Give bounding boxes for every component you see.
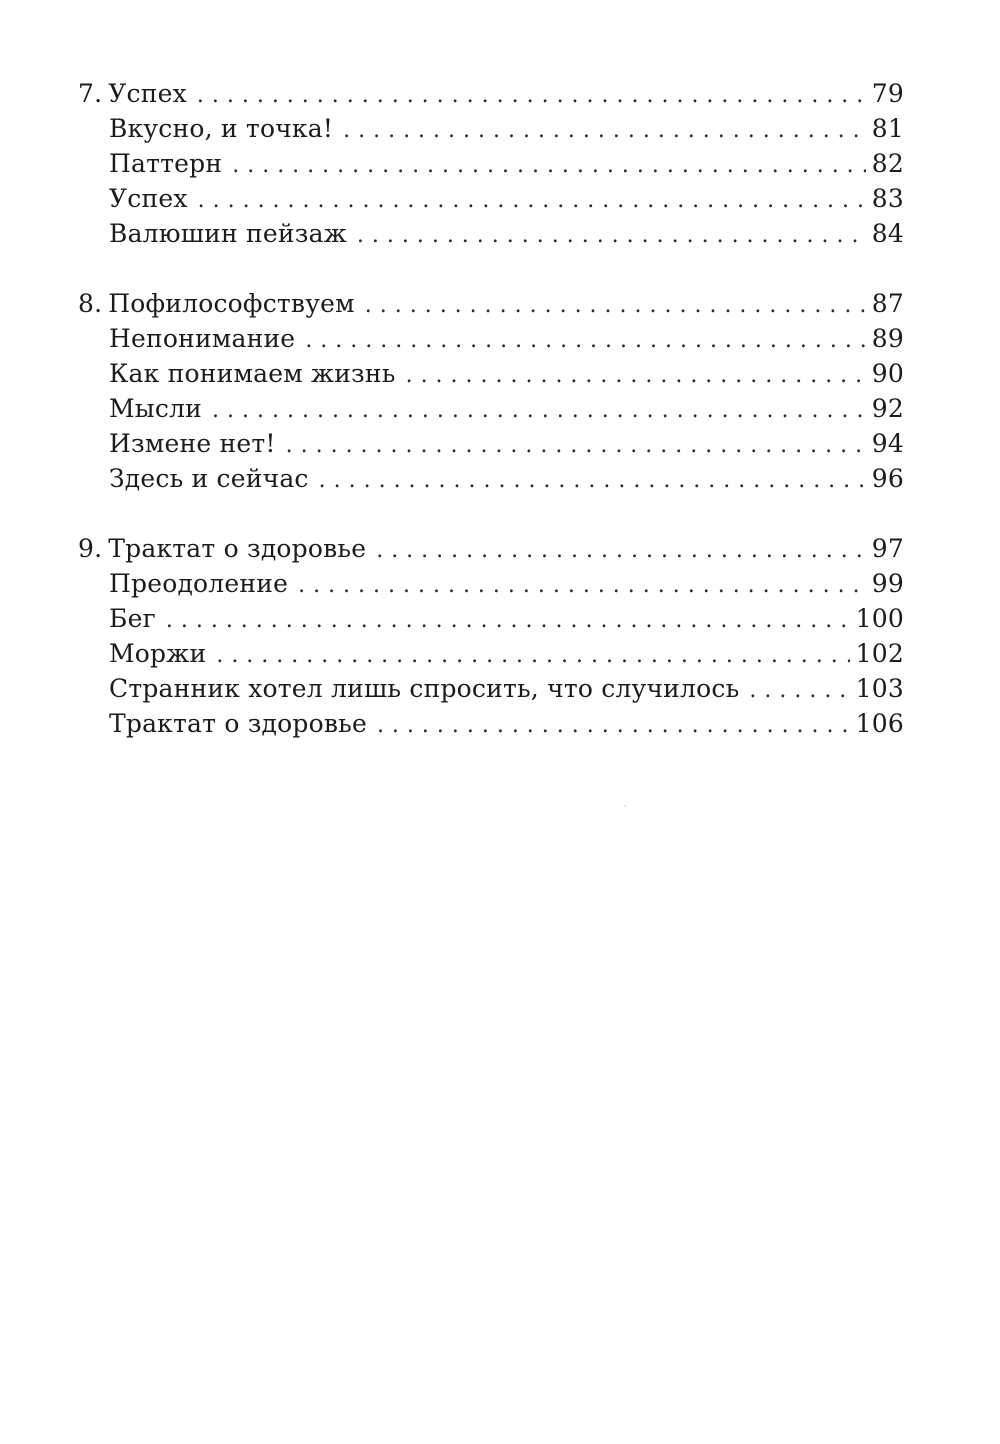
entry-title: Здесь и сейчас [109, 464, 309, 493]
page-number: 102 [855, 639, 904, 668]
dot-leader [377, 708, 850, 743]
page-number: 99 [871, 569, 904, 598]
dot-leader [319, 463, 866, 498]
toc-entry-row[interactable] [78, 321, 904, 356]
page-number: 83 [871, 184, 904, 213]
page-number: 84 [871, 219, 904, 248]
page-number: 89 [871, 324, 904, 353]
dot-leader [749, 673, 849, 708]
dot-leader [212, 393, 866, 428]
page-number: 100 [855, 604, 904, 633]
page-number: 81 [871, 114, 904, 143]
toc-entry-row[interactable] [78, 671, 904, 706]
toc-chapter-row[interactable] [78, 531, 904, 566]
page-number: 97 [871, 534, 904, 563]
dot-leader [286, 428, 866, 463]
entry-title: Бег [109, 604, 156, 633]
page-number: 92 [871, 394, 904, 423]
dot-leader [305, 323, 865, 358]
chapter-number: 7. [78, 79, 103, 108]
dot-leader [198, 183, 866, 218]
dot-leader [197, 78, 866, 113]
entry-title: Вкусно, и точка! [109, 114, 334, 143]
toc-chapter-row[interactable] [78, 76, 904, 111]
toc-entry-row[interactable] [78, 426, 904, 461]
page-number: 106 [855, 709, 904, 738]
entry-title: Моржи [109, 639, 207, 668]
toc-entry-row[interactable] [78, 461, 904, 496]
dot-leader [166, 603, 850, 638]
page-number: 90 [871, 359, 904, 388]
page-number: 87 [871, 289, 904, 318]
toc-entry-row[interactable] [78, 356, 904, 391]
page-number: 96 [871, 464, 904, 493]
entry-title: Преодоление [109, 569, 289, 598]
dot-leader [406, 358, 866, 393]
entry-title: Успех [109, 184, 188, 213]
toc-section-8 [78, 286, 904, 496]
entry-title: Измене нет! [109, 429, 276, 458]
chapter-title: Пофилософствуем [108, 289, 355, 318]
table-of-contents [78, 76, 904, 776]
dot-leader [376, 533, 866, 568]
chapter-title: Трактат о здоровье [108, 534, 367, 563]
page-number: 103 [855, 674, 904, 703]
toc-entry-row[interactable] [78, 566, 904, 601]
toc-entry-row[interactable] [78, 706, 904, 741]
page-number: 79 [871, 79, 904, 108]
entry-title: Валюшин пейзаж [109, 219, 347, 248]
toc-section-7 [78, 76, 904, 251]
entry-title: Трактат о здоровье [109, 709, 367, 738]
toc-entry-row[interactable] [78, 146, 904, 181]
toc-entry-row[interactable] [78, 111, 904, 146]
scan-speck [624, 805, 626, 807]
page-number: 94 [871, 429, 904, 458]
dot-leader [216, 638, 849, 673]
chapter-title: Успех [108, 79, 187, 108]
entry-title: Паттерн [109, 149, 223, 178]
toc-entry-row[interactable] [78, 181, 904, 216]
entry-title: Странник хотел лишь спросить, что случилось [109, 674, 740, 703]
dot-leader [298, 568, 866, 603]
chapter-number: 8. [78, 289, 103, 318]
dot-leader [365, 288, 866, 323]
toc-section-9 [78, 531, 904, 741]
toc-entry-row[interactable] [78, 601, 904, 636]
dot-leader [232, 148, 866, 183]
dot-leader [357, 218, 866, 253]
entry-title: Мысли [109, 394, 203, 423]
entry-title: Как понимаем жизнь [109, 359, 396, 388]
entry-title: Непонимание [109, 324, 296, 353]
toc-entry-row[interactable] [78, 216, 904, 251]
chapter-number: 9. [78, 534, 103, 563]
toc-chapter-row[interactable] [78, 286, 904, 321]
dot-leader [343, 113, 866, 148]
toc-entry-row[interactable] [78, 636, 904, 671]
toc-entry-row[interactable] [78, 391, 904, 426]
page-number: 82 [871, 149, 904, 178]
